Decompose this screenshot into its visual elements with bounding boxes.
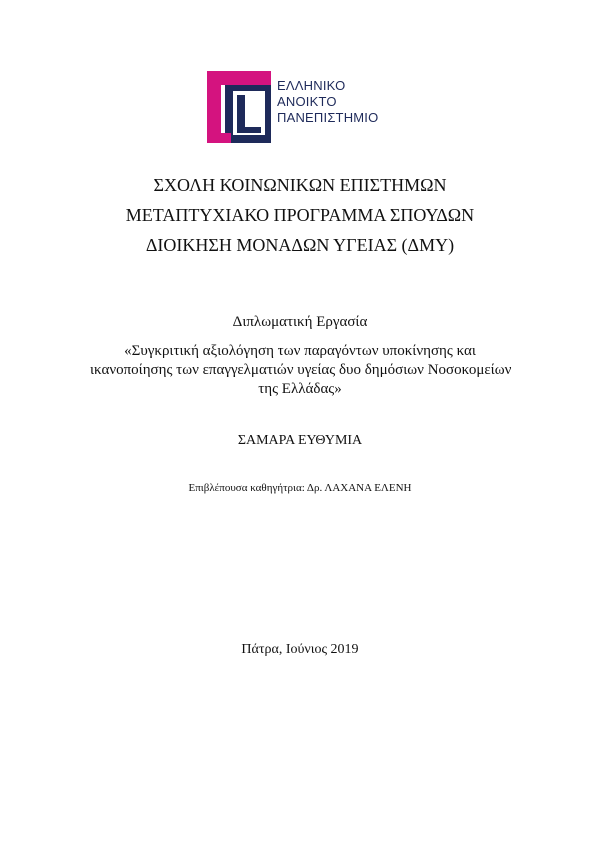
school-name: ΣΧΟΛΗ ΚΟΙΝΩΝΙΚΩΝ ΕΠΙΣΤΗΜΩΝ [153, 175, 447, 195]
logo-wordmark [277, 78, 378, 126]
author-name: ΣΑΜΑΡΑ ΕΥΘΥΜΙΑ [237, 433, 363, 448]
logo-line-1: ΕΛΛΗΝΙΚΟ [277, 78, 346, 93]
place-and-date: Πάτρα, Ιούνιος 2019 [241, 642, 359, 657]
logo-line-2: ΑΝΟΙΚΤΟ [277, 94, 337, 109]
institution-heading [0, 170, 600, 260]
thesis-title-line: ικανοποίησης των επαγγελματιών υγείας δυο δημόσιων Νοσοκομείων [90, 362, 512, 378]
thesis-title-line: της Ελλάδας» [258, 381, 342, 397]
university-logo [207, 71, 397, 143]
supervisor-line: Επιβλέπουσα καθηγήτρια: Δρ. ΛΑΧΑΝΑ ΕΛΕΝΗ [188, 482, 412, 494]
specialization-name: ΔΙΟΙΚΗΣΗ ΜΟΝΑΔΩΝ ΥΓΕΙΑΣ (ΔΜΥ) [145, 235, 455, 255]
thesis-type-label: Διπλωματική Εργασία [232, 314, 368, 330]
thesis-title [90, 342, 510, 399]
thesis-title-line: «Συγκριτική αξιολόγηση των παραγόντων υποκίνησης και [124, 343, 476, 359]
logo-line-3: ΠΑΝΕΠΙΣΤΗΜΙΟ [277, 110, 379, 125]
program-name: ΜΕΤΑΠΤΥΧΙΑΚΟ ΠΡΟΓΡΑΜΜΑ ΣΠΟΥΔΩΝ [125, 205, 475, 225]
logo-emblem-icon [207, 71, 273, 143]
